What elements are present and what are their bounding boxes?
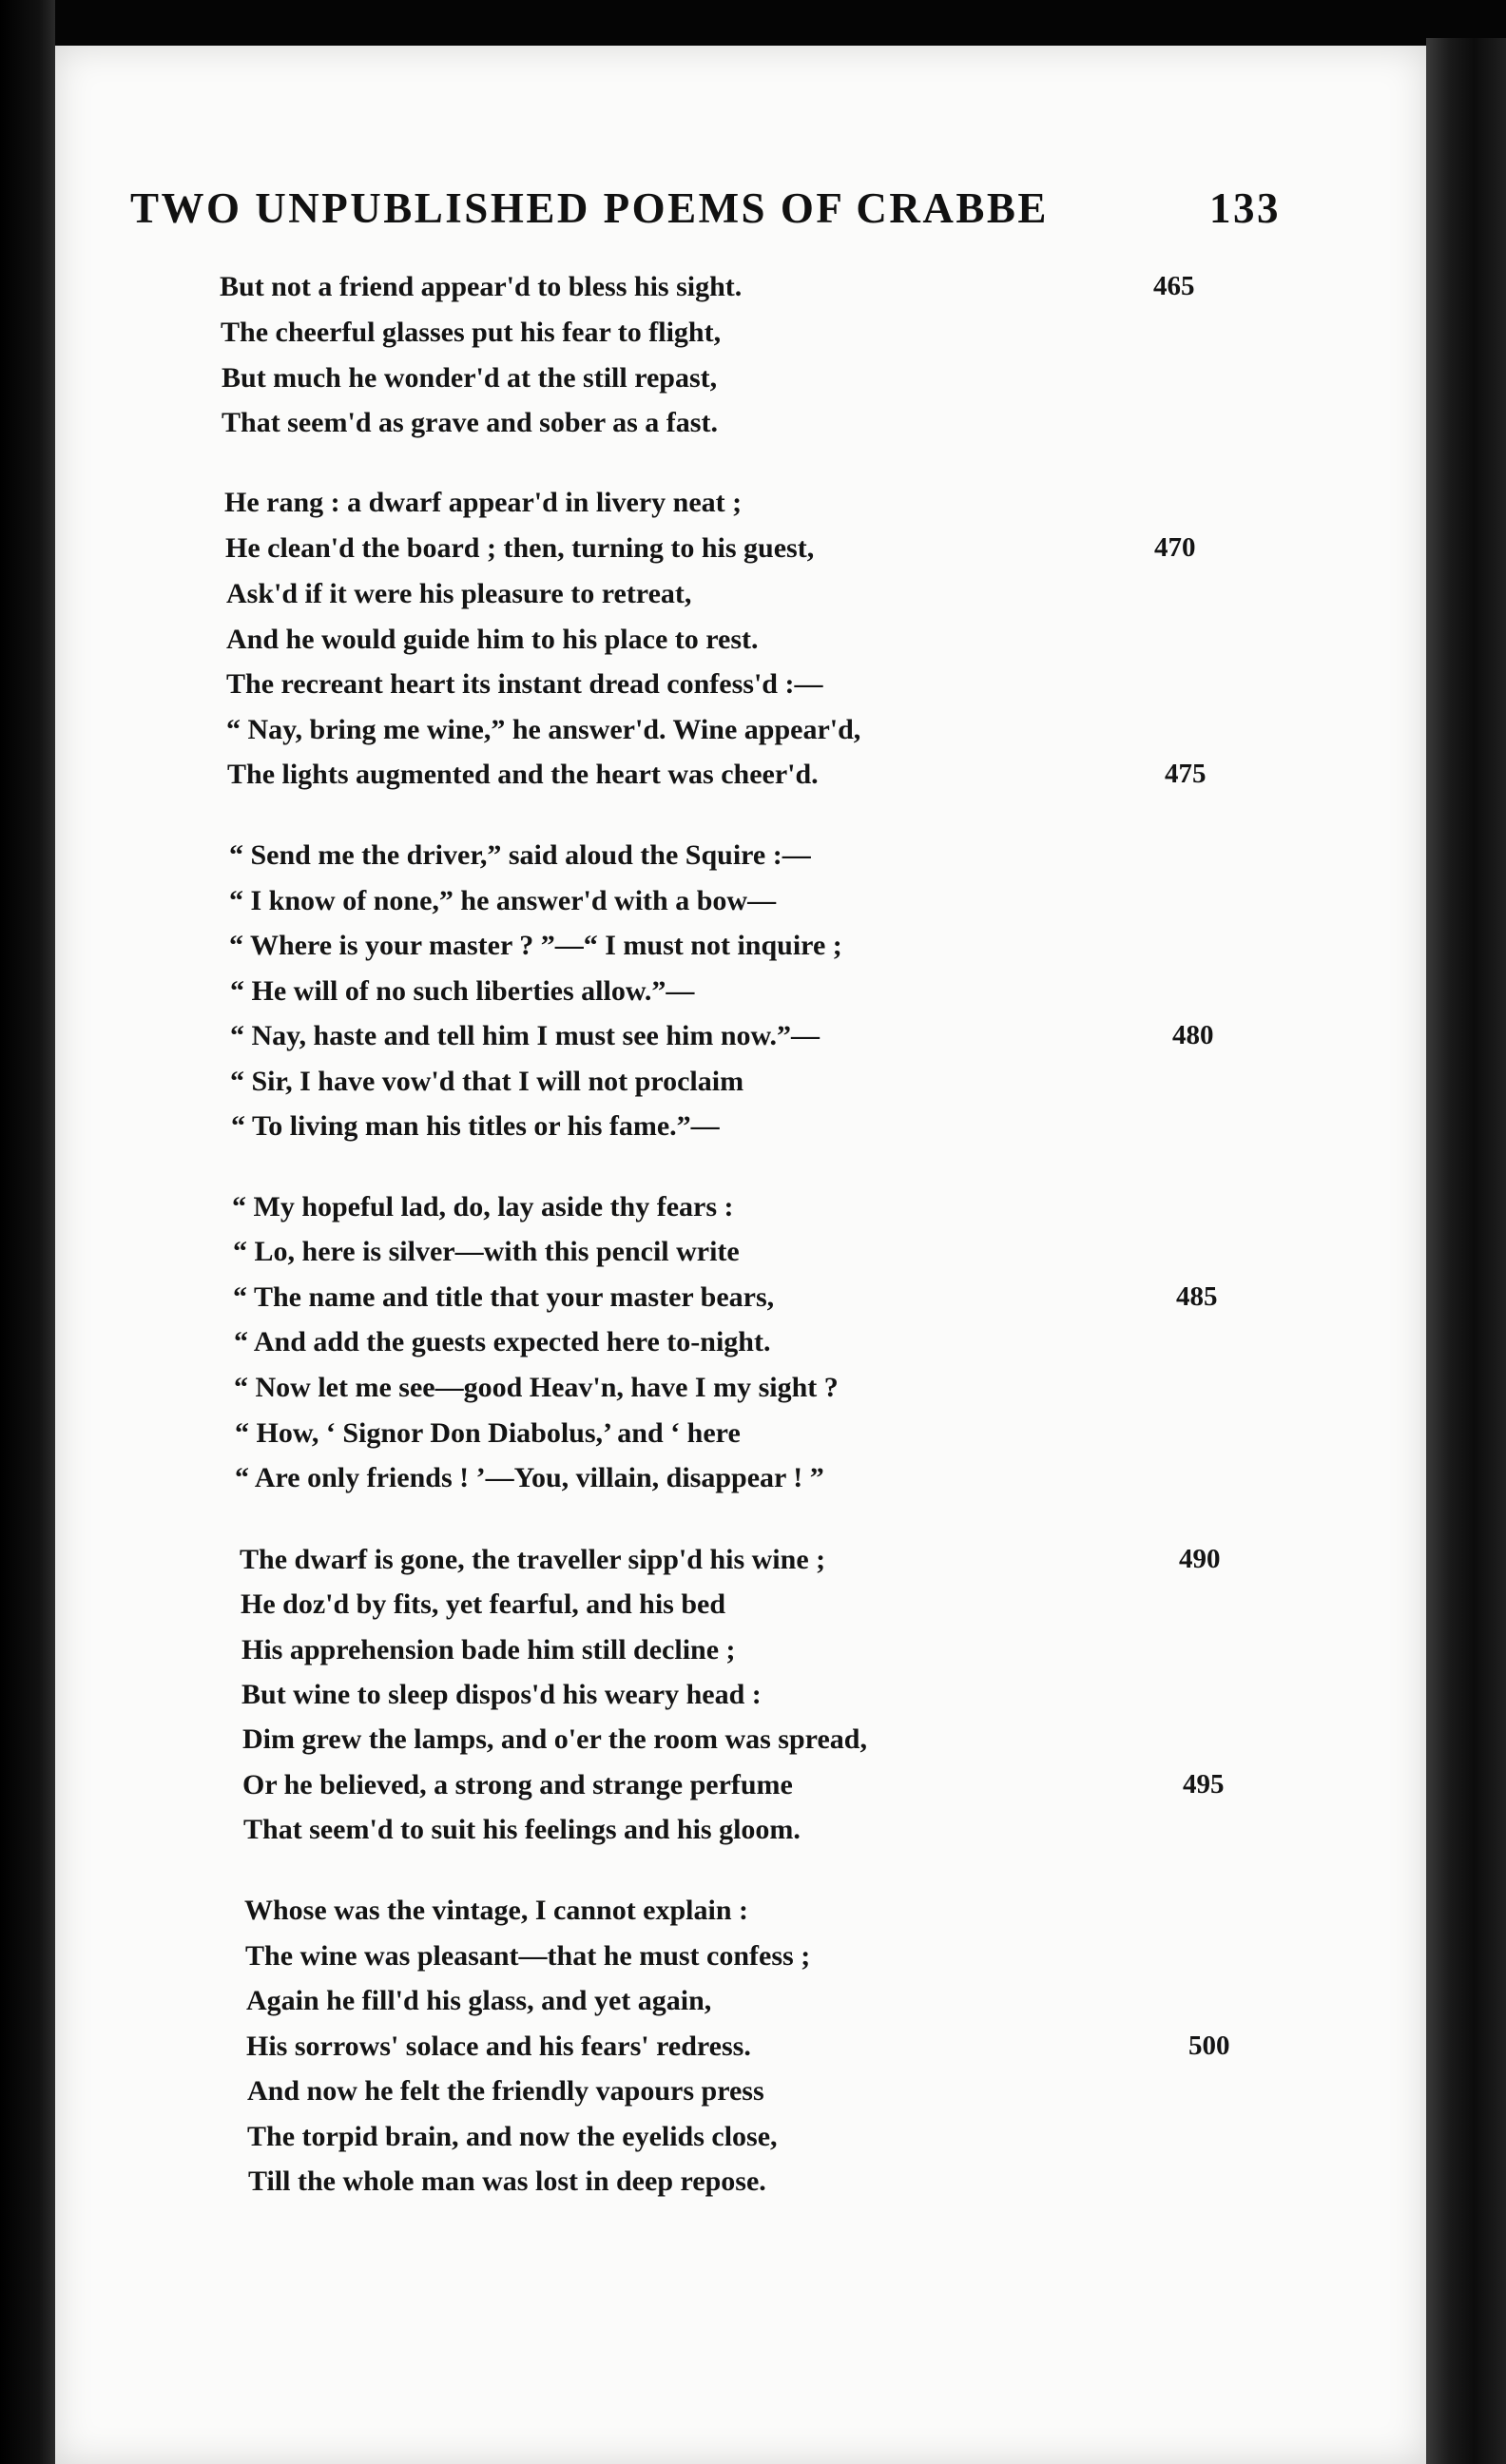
line-number: 480: [1172, 1020, 1214, 1050]
line-number: 495: [1183, 1769, 1225, 1800]
verse-line: “ To living man his titles or his fame.”—: [231, 1110, 720, 1142]
verse-line: That seem'd to suit his feelings and his gloom.: [243, 1814, 801, 1845]
verse-line: “ Send me the driver,” said aloud the Squire :—: [229, 839, 811, 871]
verse-line: He doz'd by fits, yet fearful, and his bed: [241, 1588, 726, 1620]
verse-line: Or he believed, a strong and strange perfume: [242, 1769, 793, 1800]
verse-line: “ Now let me see—good Heav'n, have I my sight ?: [234, 1372, 839, 1403]
verse-line: “ Where is your master ? ”—“ I must not inquire ;: [229, 930, 842, 961]
line-number: 475: [1165, 759, 1207, 789]
line-number: 470: [1154, 532, 1196, 563]
verse-line: “ I know of none,” he answer'd with a bow—: [229, 885, 777, 916]
verse-line: And he would guide him to his place to rest.: [226, 624, 759, 655]
running-head: [130, 183, 1281, 233]
verse-line: “ Are only friends ! ’—You, villain, disappear ! ”: [235, 1462, 824, 1493]
line-number: 485: [1176, 1281, 1218, 1312]
verse-line: Again he fill'd his glass, and yet again,: [246, 1985, 712, 2016]
verse-line: “ Lo, here is silver—with this pencil write: [233, 1236, 740, 1267]
verse-line: “ My hopeful lad, do, lay aside thy fears :: [232, 1191, 734, 1222]
verse-line: He rang : a dwarf appear'd in livery neat ;: [224, 487, 743, 518]
verse-line: The recreant heart its instant dread confess'd :—: [226, 668, 823, 700]
page-number: 133: [1209, 184, 1281, 232]
verse-line: “ How, ‘ Signor Don Diabolus,’ and ‘ here: [235, 1417, 741, 1449]
verse-line: But much he wonder'd at the still repast,: [222, 362, 718, 394]
verse-line: His apprehension bade him still decline ;: [241, 1634, 736, 1665]
verse-line: Till the whole man was lost in deep repose.: [248, 2166, 766, 2197]
verse-line: The lights augmented and the heart was cheer'd.: [227, 759, 819, 790]
verse-line: Whose was the vintage, I cannot explain :: [244, 1895, 749, 1926]
line-number: 500: [1188, 2031, 1230, 2061]
verse-line: That seem'd as grave and sober as a fast.: [222, 407, 718, 438]
verse-line: The wine was pleasant—that he must confess ;: [245, 1940, 811, 1972]
verse-line: Dim grew the lamps, and o'er the room was spread,: [242, 1723, 867, 1755]
verse-line: And now he felt the friendly vapours press: [247, 2075, 764, 2107]
verse-line: The dwarf is gone, the traveller sipp'd his wine ;: [240, 1544, 826, 1575]
verse-line: “ And add the guests expected here to-night.: [234, 1326, 771, 1357]
verse-line: “ Nay, haste and tell him I must see him now.”—: [230, 1020, 821, 1051]
verse-line: His sorrows' solace and his fears' redress.: [246, 2031, 751, 2062]
verse-line: The torpid brain, and now the eyelids close,: [247, 2121, 778, 2152]
verse-line: But wine to sleep dispos'd his weary head :: [241, 1679, 762, 1710]
verse-line: He clean'd the board ; then, turning to his guest,: [225, 532, 815, 564]
verse-line: The cheerful glasses put his fear to flight,: [221, 317, 722, 348]
book-binding-edge: [1426, 38, 1506, 2464]
verse-line: “ He will of no such liberties allow.”—: [230, 975, 695, 1007]
verse-line: “ The name and title that your master bears,: [233, 1281, 775, 1313]
verse-line: But not a friend appear'd to bless his sight.: [220, 271, 743, 302]
running-head-title: TWO UNPUBLISHED POEMS OF CRABBE: [130, 184, 1049, 232]
left-page-edge: [0, 0, 55, 2464]
line-number: 490: [1179, 1544, 1221, 1574]
verse-line: Ask'd if it were his pleasure to retreat,: [226, 578, 692, 609]
verse-line: “ Nay, bring me wine,” he answer'd. Wine appear'd,: [226, 714, 861, 745]
line-number: 465: [1153, 271, 1195, 301]
verse-line: “ Sir, I have vow'd that I will not proclaim: [230, 1066, 744, 1097]
